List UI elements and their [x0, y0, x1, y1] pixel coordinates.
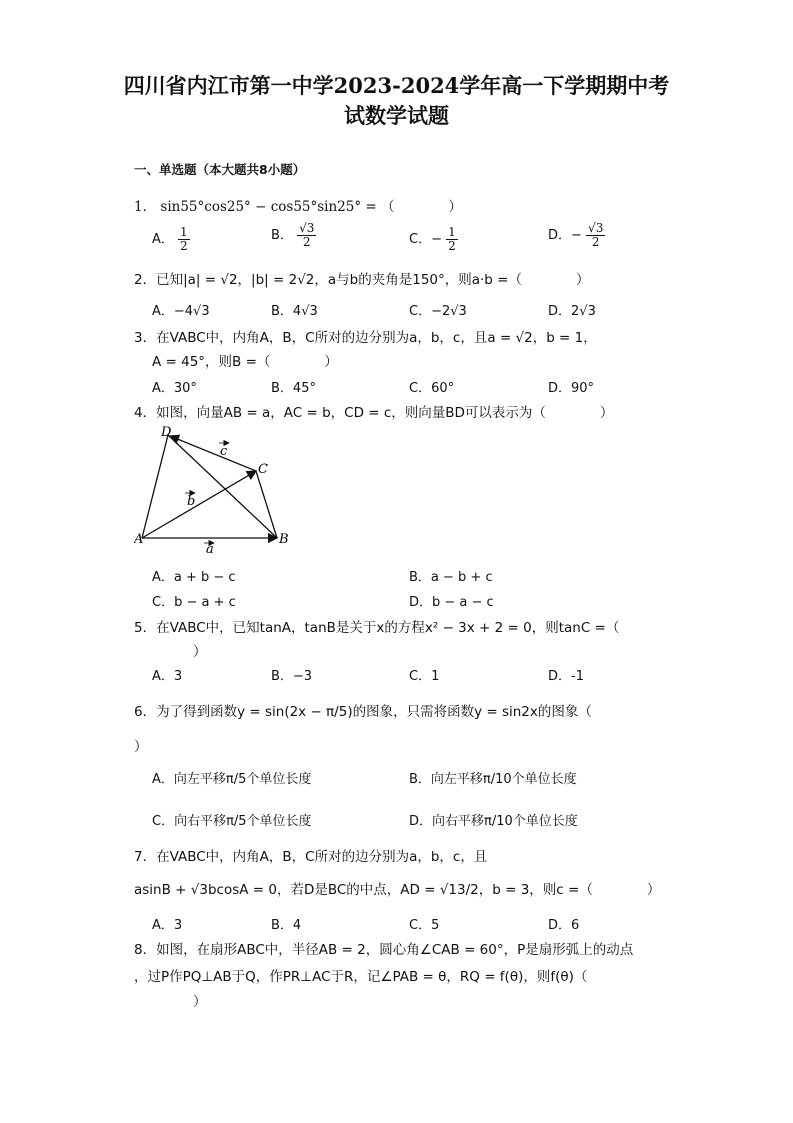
q1-b-denominator: 2: [302, 235, 311, 249]
q1-expression: sin55°cos25° − cos55°sin25° = （ ）: [160, 199, 463, 215]
section-heading: 一、单选题（本大题共8小题）: [134, 162, 306, 177]
question-2: 2．已知|a| = √2，|b| = 2√2，a与b的夹角是150°，则a·b =（ ）: [134, 272, 590, 288]
q4-option-a: A．a + b − c: [152, 570, 236, 585]
q1-option-a: [152, 226, 190, 253]
q7-option-d: D．6: [548, 918, 580, 933]
q1-option-b-label: B．: [271, 228, 293, 243]
q6-option-a: A．向左平移π/5个单位长度: [152, 772, 312, 787]
q4-option-c: C．b − a + c: [152, 595, 236, 610]
question-6-line1: 6．为了得到函数y = sin(2x − π/5)的图象，只需将函数y = sin2x的图象（: [134, 704, 592, 720]
q1-b-numerator: √3: [299, 221, 315, 235]
q1-option-c-label: C．−: [409, 232, 442, 247]
q3-option-d: D．90°: [548, 381, 595, 396]
label-vec-a: a: [206, 542, 214, 553]
label-d: D: [161, 425, 172, 440]
question-4: 4．如图，向量AB = a，AC = b，CD = c，则向量BD可以表示为（ ）: [134, 405, 614, 421]
q1-a-denominator: 2: [180, 239, 188, 253]
q2-option-a: A．−4√3: [152, 304, 210, 319]
page-title-line2: 试数学试题: [344, 103, 449, 128]
q6-option-c: C．向右平移π/5个单位长度: [152, 814, 312, 829]
q1-option-a-label: A．: [152, 232, 174, 247]
q3-option-a: A．30°: [152, 381, 197, 396]
q1-c-numerator: 1: [448, 225, 456, 239]
q7-option-c: C．5: [409, 918, 440, 933]
q5-option-d: D．-1: [548, 669, 584, 684]
q3-option-c: C．60°: [409, 381, 455, 396]
question-6-line2: ）: [134, 739, 148, 755]
vector-ac: [142, 471, 256, 538]
q5-option-c: C．1: [409, 669, 440, 684]
question-3-line2: A = 45°，则B =（ ）: [152, 354, 338, 370]
question-5-line1: 5．在VABC中，已知tanA，tanB是关于x的方程x² − 3x + 2 = 0，则tanC =（: [134, 620, 620, 636]
q1-number: 1．: [134, 199, 157, 215]
question-8-line1: 8．如图，在扇形ABC中，半径AB = 2，圆心角∠CAB = 60°，P是扇形弧上的动点: [134, 942, 634, 958]
label-b: B: [279, 532, 289, 547]
label-vec-b: b: [187, 494, 196, 509]
vector-cd: [170, 436, 256, 471]
question-3-line1: 3．在VABC中，内角A，B，C所对的边分别为a，b，c，且a = √2，b = 1，: [134, 330, 597, 346]
q1-option-d: [548, 222, 605, 249]
q6-option-d: D．向右平移π/10个单位长度: [409, 814, 578, 829]
question-7-line2: asinB + √3bcosA = 0，若D是BC的中点，AD = √13/2，b = 3，则c =（ ）: [134, 882, 661, 898]
label-c: C: [258, 462, 268, 477]
q7-option-a: A．3: [152, 918, 183, 933]
q6-option-b: B．向左平移π/10个单位长度: [409, 772, 577, 787]
question-8-line3: ）: [193, 994, 207, 1010]
segment-ad: [142, 435, 168, 538]
q1-option-d-label: D．−: [548, 228, 582, 243]
q1-option-c: [409, 226, 458, 253]
question-5-line2: ）: [193, 644, 207, 660]
q1-d-denominator: 2: [591, 235, 600, 249]
q2-option-b: B．4√3: [271, 304, 318, 319]
q1-c-denominator: 2: [448, 239, 456, 253]
page-title-line1: 四川省内江市第一中学2023-2024学年高一下学期期中考: [123, 73, 670, 98]
label-a: A: [134, 532, 144, 547]
q1-d-numerator: √3: [588, 221, 604, 235]
q1-a-numerator: 1: [180, 225, 188, 239]
q5-option-a: A．3: [152, 669, 183, 684]
q4-option-d: D．b − a − c: [409, 595, 494, 610]
q1-option-b: [271, 222, 316, 249]
question-8-line2: ，过P作PQ⊥AB于Q，作PR⊥AC于R，记∠PAB = θ，RQ = f(θ)，则f(θ)（: [134, 969, 588, 985]
q2-option-c: C．−2√3: [409, 304, 467, 319]
q4-option-b: B．a − b + c: [409, 570, 493, 585]
q3-option-b: B．45°: [271, 381, 316, 396]
question-1: [134, 195, 462, 215]
vector-diagram: [134, 423, 294, 553]
q7-option-b: B．4: [271, 918, 302, 933]
label-vec-c: c: [220, 444, 228, 459]
question-7-line1: 7．在VABC中，内角A，B，C所对的边分别为a，b，c，且: [134, 849, 488, 865]
q5-option-b: B．−3: [271, 669, 313, 684]
q2-option-d: D．2√3: [548, 304, 596, 319]
